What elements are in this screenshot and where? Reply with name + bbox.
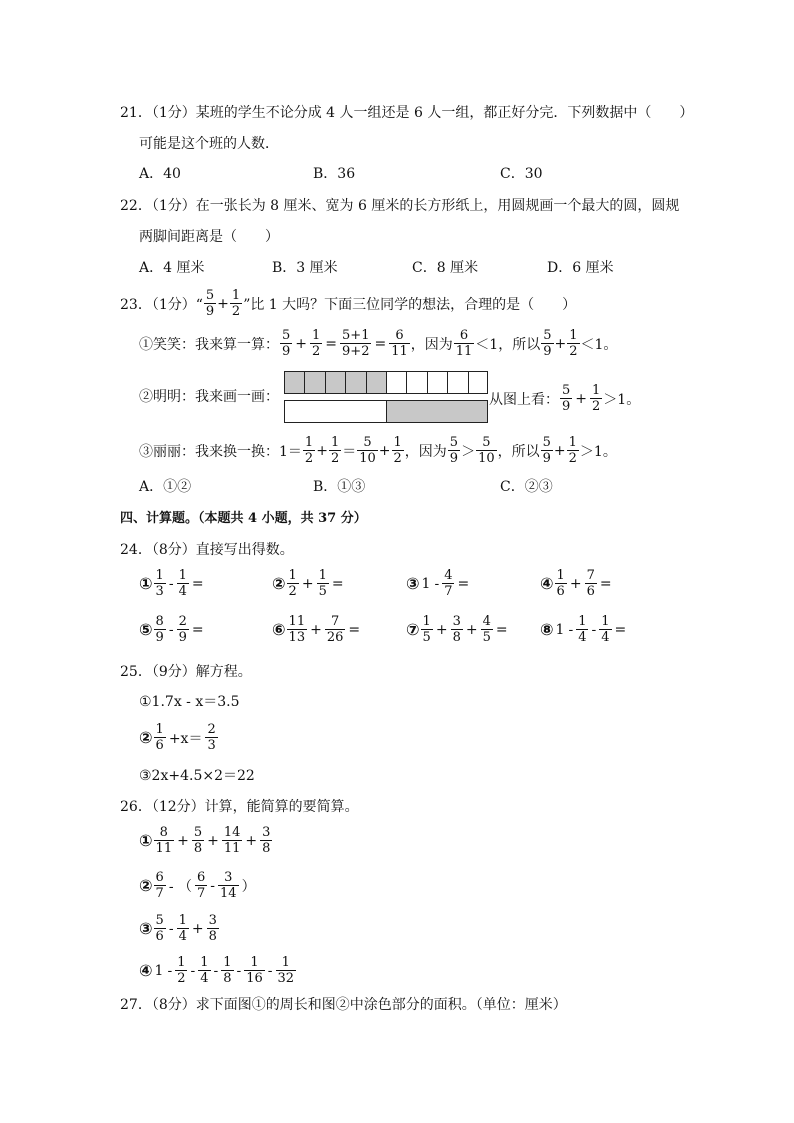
operator: = xyxy=(614,621,627,638)
q24-title: 24．（8分）直接写出得数。 xyxy=(120,542,294,558)
fraction: $\frac{2}{3}$ xyxy=(207,722,216,753)
section-4-heading: 四、计算题。（本题共 4 小题，共 37 分） xyxy=(120,511,367,526)
q23-bar1-cell xyxy=(305,372,325,393)
q25-eq2 xyxy=(139,722,219,753)
q24-item xyxy=(139,614,206,645)
q23-bar1-cell xyxy=(326,372,346,393)
q23-plus: + xyxy=(217,295,229,312)
fraction: $\frac{1}{8}$ xyxy=(223,955,232,986)
q23-option-b[interactable]: B．①③ xyxy=(313,479,366,495)
operator: - xyxy=(168,621,174,638)
q24-item xyxy=(406,568,471,599)
operator: = xyxy=(331,575,344,592)
q23-idea2-label: ②明明：我来画一画： xyxy=(139,389,279,405)
operator: 1 xyxy=(421,575,431,592)
q23-idea1-label: ①笑笑：我来算一算： xyxy=(139,336,279,353)
q26-item xyxy=(139,955,297,986)
operator: + xyxy=(245,832,258,849)
operator: - xyxy=(213,962,219,979)
operator: + xyxy=(207,832,219,849)
operator: - xyxy=(168,920,174,937)
item-number: ① xyxy=(139,574,153,593)
fraction: $\frac{11}{13}$ xyxy=(288,614,306,645)
q24-item xyxy=(272,568,346,599)
q23-option-c[interactable]: C．②③ xyxy=(500,479,553,495)
operator: 1 xyxy=(154,962,164,979)
item-number: ④ xyxy=(139,961,153,980)
q22-option-a[interactable]: A．4 厘米 xyxy=(139,260,205,276)
item-number: ⑥ xyxy=(272,620,286,639)
q24-item xyxy=(272,614,362,645)
item-number: ② xyxy=(139,728,153,747)
fraction: $\frac{4}{7}$ xyxy=(444,568,453,599)
operator: - xyxy=(236,962,242,979)
fraction: $\frac{6}{7}$ xyxy=(197,870,206,901)
fraction: $\frac{1}{6}$ xyxy=(155,722,164,753)
fraction: $\frac{8}{11}$ xyxy=(155,825,173,856)
q23-bar1-cell xyxy=(387,372,407,393)
q23-idea1: ①笑笑：我来算一算： $\frac{5}{9}$ + $\frac{1}{2}$ = $\frac{5+1}{9+2}$ = $\frac{6}{11}$ ，因为 $\frac{6}{11}$ ＜1，所以 $\frac{5}{9}$ + $\frac{1}{2}$ ＜1。 xyxy=(139,328,618,359)
operator: - xyxy=(591,621,597,638)
fraction: $\frac{4}{5}$ xyxy=(482,614,491,645)
q24-item xyxy=(540,568,614,599)
q22-option-d[interactable]: D．6 厘米 xyxy=(547,260,614,276)
q23-bar2-divider xyxy=(386,401,387,422)
q24-item xyxy=(540,614,628,645)
operator: - xyxy=(168,575,174,592)
fraction: $\frac{8}{9}$ xyxy=(155,614,164,645)
operator: - xyxy=(190,962,196,979)
operator: = xyxy=(495,621,508,638)
operator: - xyxy=(568,621,574,638)
operator: = xyxy=(191,575,204,592)
q26-item xyxy=(139,913,220,944)
q23-prefix: 23．（1分）“ xyxy=(120,296,203,313)
fraction: $\frac{1}{5}$ xyxy=(422,614,431,645)
operator: 1 xyxy=(555,621,565,638)
q23-bar2-shaded xyxy=(386,401,487,422)
fraction: $\frac{6}{7}$ xyxy=(155,870,164,901)
q23-bar1-cell xyxy=(428,372,448,393)
operator: ） xyxy=(241,878,256,895)
q23-option-a[interactable]: A．①② xyxy=(139,479,192,495)
item-number: ② xyxy=(272,574,286,593)
q23-bar1-cell xyxy=(285,372,305,393)
operator: - （ xyxy=(168,878,193,895)
item-number: ③ xyxy=(139,919,153,938)
q27-line: 27．（8分）求下面图①的周长和图②中涂色部分的面积。（单位：厘米） xyxy=(120,997,567,1013)
fraction: $\frac{1}{2}$ xyxy=(288,568,297,599)
fraction: $\frac{1}{2}$ xyxy=(177,955,186,986)
q22-option-c[interactable]: C．8 厘米 xyxy=(412,260,479,276)
fraction: $\frac{3}{14}$ xyxy=(220,870,237,901)
q23-bar2-figure xyxy=(284,400,488,423)
operator: + xyxy=(191,920,204,937)
fraction: $\frac{5}{8}$ xyxy=(193,825,203,856)
operator: + xyxy=(465,621,478,638)
fraction: $\frac{1}{4}$ xyxy=(178,913,187,944)
q22-option-b[interactable]: B．3 厘米 xyxy=(272,260,338,276)
operator: = xyxy=(191,621,204,638)
fraction: $\frac{5}{6}$ xyxy=(155,913,164,944)
fraction: $\frac{3}{8}$ xyxy=(452,614,461,645)
fraction: $\frac{7}{6}$ xyxy=(586,568,595,599)
item-number: ② xyxy=(139,876,153,895)
q22-line2: 两脚间距离是（ ） xyxy=(139,229,279,245)
fraction: $\frac{2}{9}$ xyxy=(178,614,187,645)
operator: +x＝ xyxy=(168,730,203,747)
operator: + xyxy=(177,832,189,849)
q23-frac2: $\frac{1}{2}$ xyxy=(231,288,241,319)
operator: - xyxy=(267,962,273,979)
fraction: $\frac{7}{26}$ xyxy=(326,614,344,645)
operator: = xyxy=(457,575,470,592)
item-number: ⑦ xyxy=(406,620,420,639)
q21-option-c[interactable]: C．30 xyxy=(500,166,543,182)
operator: - xyxy=(210,877,216,894)
item-number: ⑤ xyxy=(139,620,153,639)
q23-idea3: ③丽丽：我来换一换：1＝ $\frac{1}{2}$ + $\frac{1}{2}$ ＝ $\frac{5}{10}$ + $\frac{1}{2}$ ，因为 $\frac{5}{9}$ ＞ $\frac{5}{10}$ ，所以 $\frac{5}{9}$ + $\frac{1}{2}$ ＞1。 xyxy=(139,435,617,466)
item-number: ③ xyxy=(406,574,420,593)
q23-bar1-cell xyxy=(407,372,427,393)
fraction: $\frac{1}{4}$ xyxy=(178,568,187,599)
q21-option-b[interactable]: B．36 xyxy=(313,166,356,182)
q26-title: 26．（12分）计算，能简算的要简算。 xyxy=(120,799,359,815)
operator: = xyxy=(599,575,612,592)
q23-suffix: ”比 1 大吗？下面三位同学的想法，合理的是（ ） xyxy=(243,296,577,313)
q22-line1: 22．（1分）在一张长为 8 厘米、宽为 6 厘米的长方形纸上，用圆规画一个最大的圆，圆规 xyxy=(120,198,680,214)
q21-line1: 21．（1分）某班的学生不论分成 4 人一组还是 6 人一组，都正好分完．下列数据中（ ） xyxy=(120,105,694,121)
fraction: $\frac{1}{32}$ xyxy=(277,955,295,986)
q26-item xyxy=(139,825,273,856)
q23-question xyxy=(120,288,576,319)
fraction: $\frac{1}{5}$ xyxy=(318,568,327,599)
operator: - xyxy=(434,575,440,592)
q21-line2: 可能是这个班的人数． xyxy=(139,136,279,152)
operator: + xyxy=(301,575,314,592)
q25-title: 25．（9分）解方程。 xyxy=(120,664,252,680)
q24-item xyxy=(406,614,510,645)
q25-eq3: ③2x+4.5×2＝22 xyxy=(139,768,255,784)
fraction: $\frac{1}{3}$ xyxy=(155,568,164,599)
q24-item xyxy=(139,568,206,599)
q21-option-a[interactable]: A．40 xyxy=(139,166,181,182)
q23-bar1-cell xyxy=(346,372,366,393)
fraction: $\frac{1}{4}$ xyxy=(578,614,587,645)
fraction: $\frac{1}{16}$ xyxy=(246,955,263,986)
fraction: $\frac{1}{6}$ xyxy=(556,568,565,599)
operator: + xyxy=(569,575,582,592)
q26-item xyxy=(139,870,258,901)
operator: = xyxy=(348,621,361,638)
q23-bar1-cell xyxy=(448,372,468,393)
fraction: $\frac{1}{4}$ xyxy=(200,955,209,986)
item-number: ④ xyxy=(540,574,554,593)
q23-bar1-cell xyxy=(367,372,387,393)
item-number: ⑧ xyxy=(540,620,554,639)
q23-bar1-cell xyxy=(469,372,489,393)
fraction: $\frac{3}{8}$ xyxy=(208,913,217,944)
item-number: ① xyxy=(139,831,153,850)
operator: + xyxy=(435,621,448,638)
fraction: $\frac{3}{8}$ xyxy=(262,825,271,856)
fraction: $\frac{14}{11}$ xyxy=(223,825,241,856)
operator: - xyxy=(167,962,173,979)
operator: + xyxy=(310,621,322,638)
fraction: $\frac{1}{4}$ xyxy=(601,614,610,645)
q23-frac1: $\frac{5}{9}$ xyxy=(205,288,215,319)
q25-eq1: ①1.7x - x＝3.5 xyxy=(139,694,240,710)
q23-bar1-figure xyxy=(284,371,488,394)
q23-idea2-conclusion: 从图上看： $\frac{5}{9}$ + $\frac{1}{2}$ ＞1。 xyxy=(489,383,641,414)
